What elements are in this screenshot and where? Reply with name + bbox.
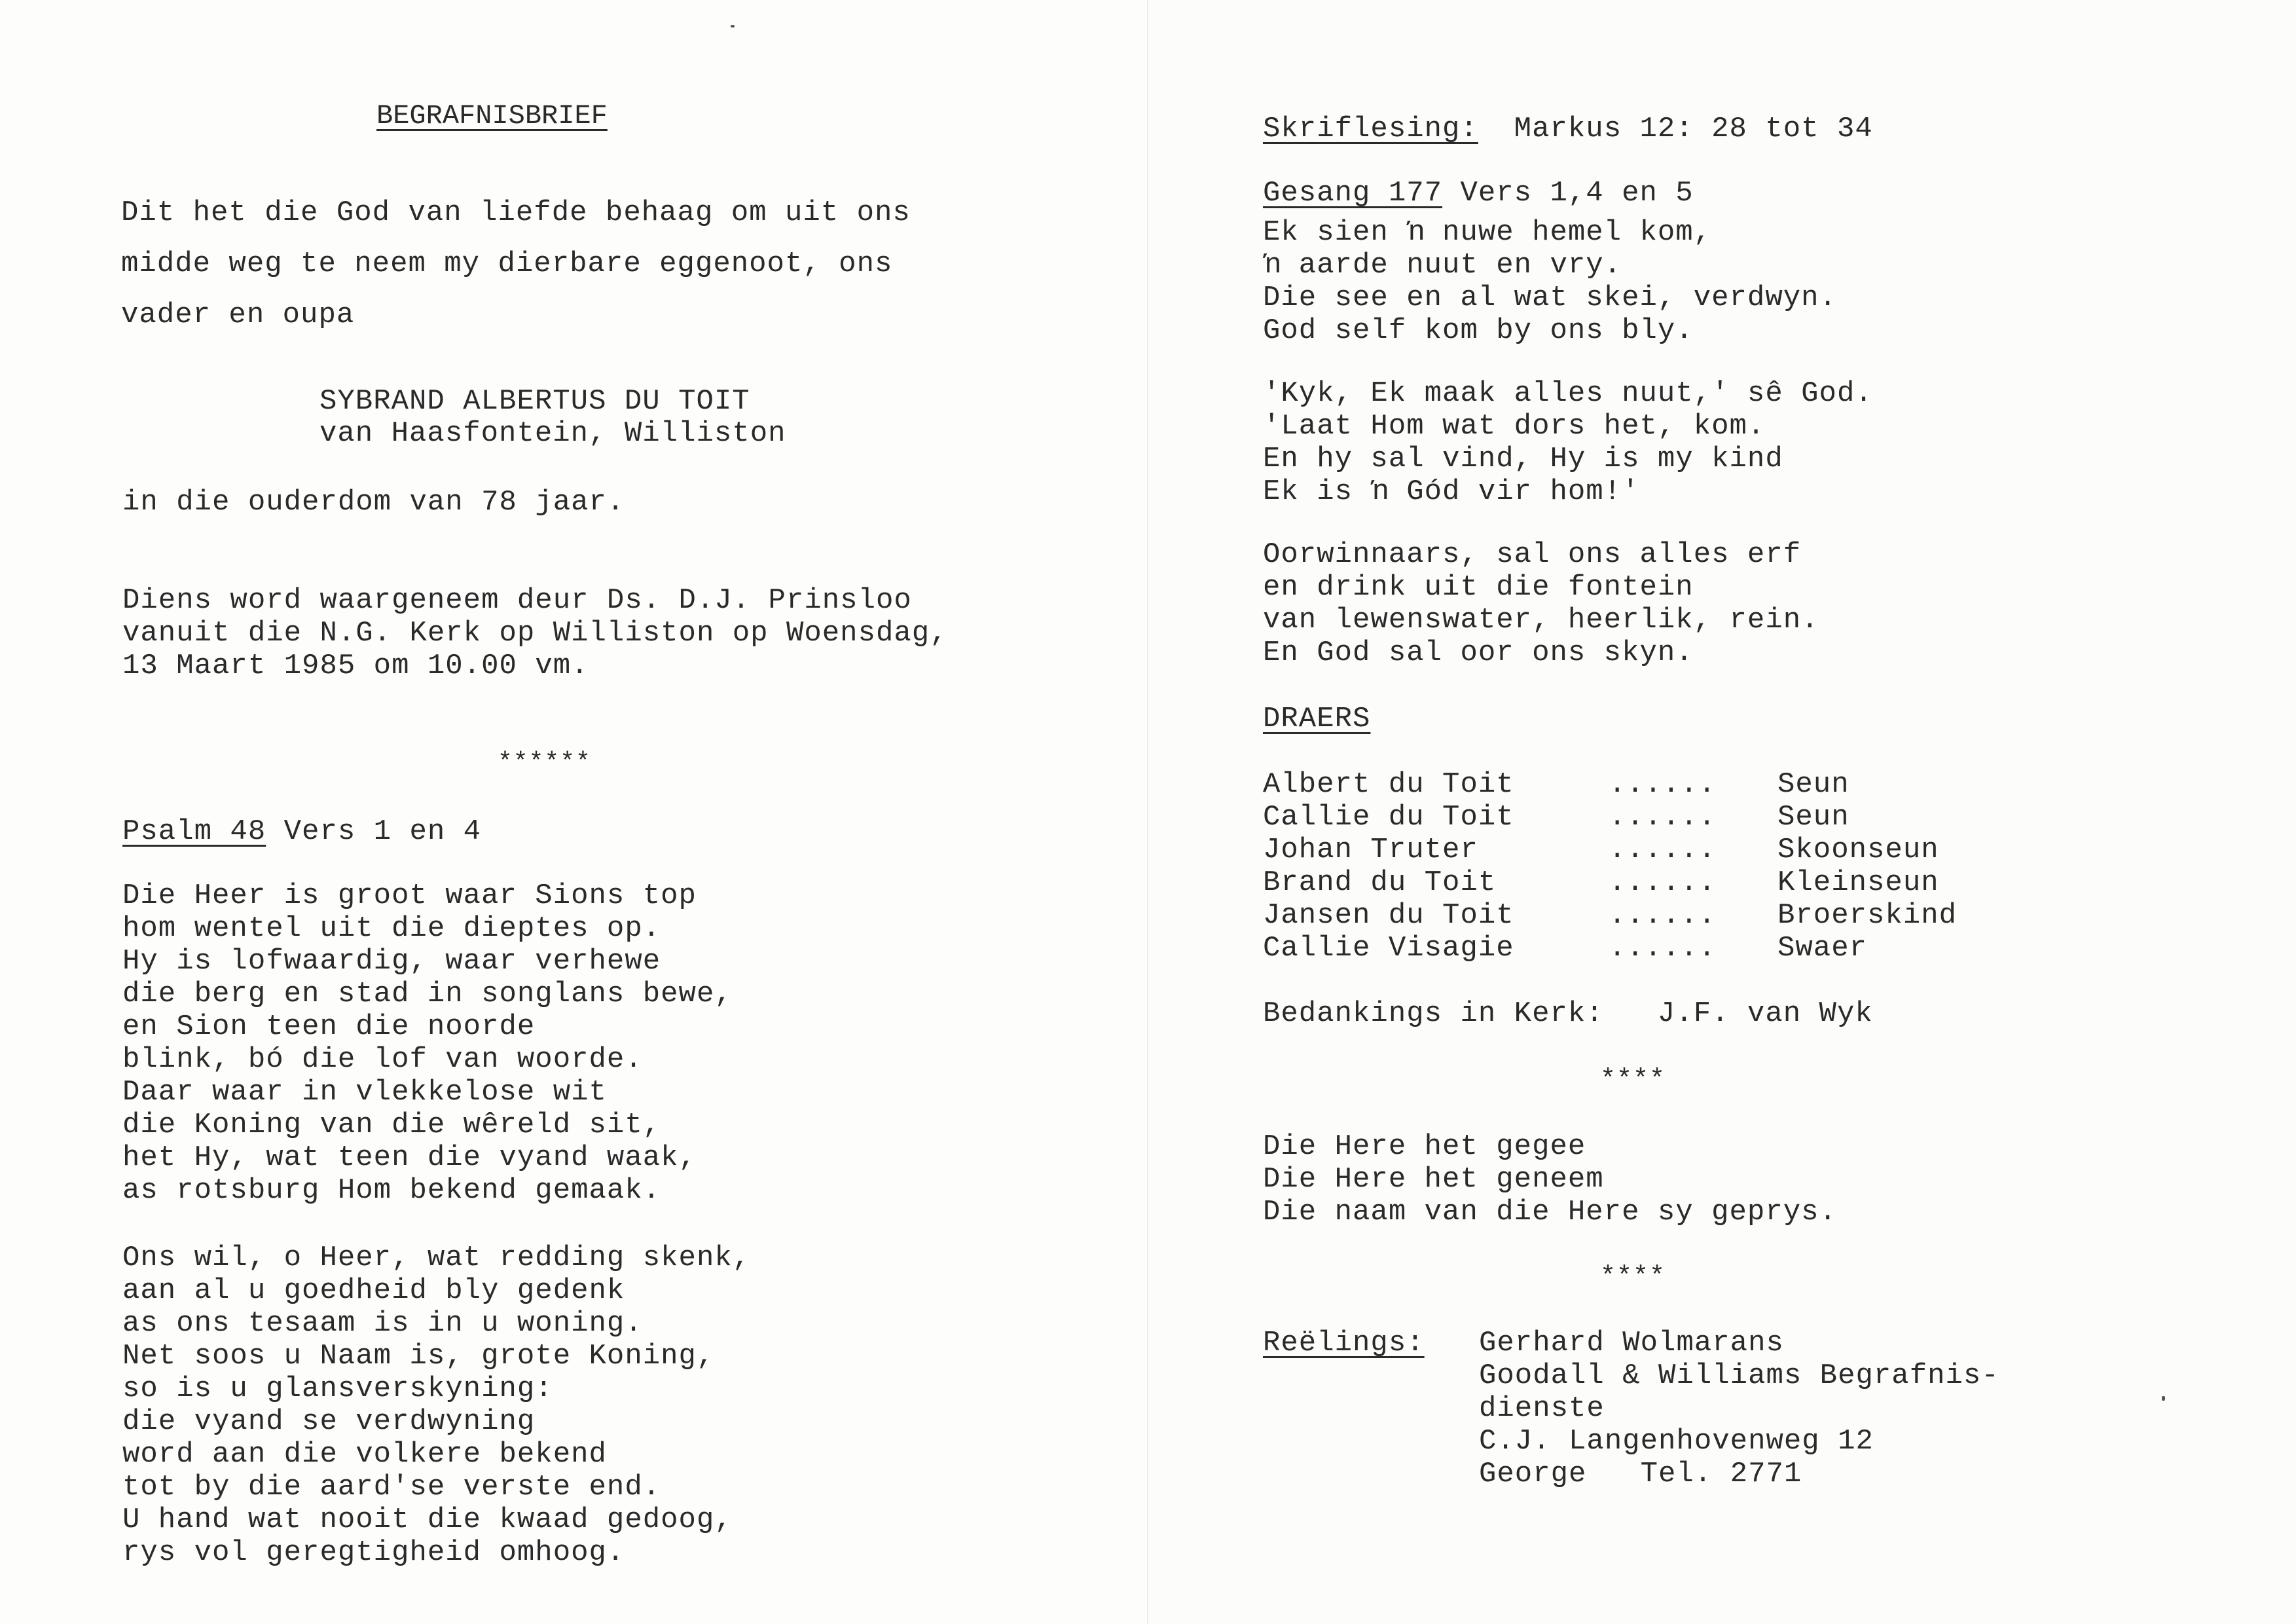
verse-line: Hy is lofwaardig, waar verhewe — [122, 945, 661, 978]
bearer-dots: ...... — [1609, 932, 1717, 965]
verse-line: van lewenswater, heerlik, rein. — [1263, 604, 1819, 637]
bearer-name: Jansen du Toit — [1263, 899, 1514, 932]
right-page — [1148, 0, 2296, 1624]
document-title: BEGRAFNISBRIEF — [376, 100, 608, 132]
psalm-heading: Psalm 48 — [122, 815, 266, 848]
verse-line: die berg en stad in songlans bewe, — [122, 978, 733, 1010]
verse-line: aan al u goedheid bly gedenk — [122, 1274, 625, 1307]
arrangements-line: George Tel. 2771 — [1479, 1458, 1802, 1490]
deceased-name: SYBRAND ALBERTUS DU TOIT — [319, 385, 750, 418]
psalm-stanza-1 — [122, 879, 733, 1207]
paper-speck — [731, 25, 735, 28]
age-line: in die ouderdom van 78 jaar. — [122, 486, 625, 519]
service-line: 13 Maart 1985 om 10.00 vm. — [122, 650, 589, 682]
separator: ****** — [498, 748, 591, 777]
hymn-heading: Gesang 177 — [1263, 177, 1443, 210]
closing-line: Die naam van die Here sy geprys. — [1263, 1196, 1837, 1228]
bearer-relation: Seun — [1777, 768, 1850, 801]
thanks-line: Bedankings in Kerk: J.F. van Wyk — [1263, 997, 1873, 1030]
psalm-stanza-2 — [122, 1242, 750, 1569]
verse-line: die vyand se verdwyning — [122, 1405, 536, 1438]
verse-line: Daar waar in vlekkelose wit — [122, 1076, 607, 1109]
intro-line: midde weg te neem my dierbare eggenoot, ons — [121, 248, 893, 280]
verse-line: blink, bó die lof van woorde. — [122, 1043, 643, 1076]
closing-line: Die Here het gegee — [1263, 1130, 1586, 1163]
intro-line: vader en oupa — [121, 299, 355, 331]
bearer-relation: Skoonseun — [1777, 834, 1939, 866]
arrangements-line: Gerhard Wolmarans — [1479, 1327, 1784, 1359]
verse-line: Die see en al wat skei, verdwyn. — [1263, 282, 1837, 314]
bearer-dots: ...... — [1609, 801, 1717, 834]
bearers-heading: DRAERS — [1263, 703, 1371, 735]
verse-line: En God sal oor ons skyn. — [1263, 637, 1694, 669]
bearer-name: Albert du Toit — [1263, 768, 1514, 801]
arrangements-line: C.J. Langenhovenweg 12 — [1479, 1425, 1874, 1458]
bearer-name: Callie Visagie — [1263, 932, 1514, 965]
separator: **** — [1600, 1065, 1666, 1095]
verse-line: ŉ aarde nuut en vry. — [1263, 249, 1622, 282]
verse-line: die Koning van die wêreld sit, — [122, 1109, 661, 1141]
service-line: Diens word waargeneem deur Ds. D.J. Prinsloo — [122, 584, 912, 617]
arrangements-label: Reëlings: — [1263, 1327, 1425, 1359]
verse-line: word aan die volkere bekend — [122, 1438, 607, 1471]
verse-line: tot by die aard'se verste end. — [122, 1471, 661, 1504]
paper-speck — [2162, 1396, 2165, 1401]
intro-line: Dit het die God van liefde behaag om uit ons — [121, 196, 911, 229]
verse-line: 'Laat Hom wat dors het, kom. — [1263, 410, 1766, 443]
verse-line: as rotsburg Hom bekend gemaak. — [122, 1174, 661, 1207]
separator: **** — [1600, 1263, 1666, 1292]
verse-line: Ons wil, o Heer, wat redding skenk, — [122, 1242, 751, 1274]
verse-line: en Sion teen die noorde — [122, 1010, 536, 1043]
verse-line: Net soos u Naam is, grote Koning, — [122, 1340, 715, 1373]
service-paragraph — [122, 584, 948, 682]
service-line: vanuit die N.G. Kerk op Williston op Woensdag, — [122, 617, 948, 650]
reading-ref: Markus 12: 28 tot 34 — [1514, 113, 1873, 145]
bearer-relation: Kleinseun — [1777, 866, 1939, 899]
intro-paragraph — [121, 187, 911, 341]
verse-line: Die Heer is groot waar Sions top — [122, 879, 697, 912]
psalm-verses: Vers 1 en 4 — [283, 815, 482, 848]
hymn-stanza-2 — [1263, 377, 1873, 508]
psalm-heading-row — [122, 815, 481, 848]
closing-lines — [1263, 1130, 1837, 1228]
verse-line: so is u glansverskyning: — [122, 1373, 553, 1405]
verse-line: En hy sal vind, Hy is my kind — [1263, 443, 1783, 475]
hymn-stanza-3 — [1263, 538, 1819, 669]
verse-line: God self kom by ons bly. — [1263, 314, 1694, 347]
verse-line: U hand wat nooit die kwaad gedoog, — [122, 1504, 733, 1536]
bearer-dots: ...... — [1609, 834, 1717, 866]
bearer-relation: Swaer — [1777, 932, 1868, 965]
arrangements-line: Goodall & Williams Begrafnis- — [1479, 1359, 1999, 1392]
verse-line: 'Kyk, Ek maak alles nuut,' sê God. — [1263, 377, 1873, 410]
arrangements-line: dienste — [1479, 1392, 1605, 1425]
bearer-relation: Seun — [1777, 801, 1850, 834]
hymn-heading-row — [1263, 177, 1694, 210]
verse-line: Ek is ŉ Gód vir hom!' — [1263, 475, 1640, 508]
reading-label: Skriflesing: — [1263, 113, 1478, 145]
reading-row — [1263, 113, 1873, 145]
hymn-verses: Vers 1,4 en 5 — [1460, 177, 1694, 210]
bearer-dots: ...... — [1609, 866, 1717, 899]
deceased-place: van Haasfontein, Williston — [319, 417, 786, 450]
closing-line: Die Here het geneem — [1263, 1163, 1604, 1196]
bearer-name: Brand du Toit — [1263, 866, 1497, 899]
bearer-name: Callie du Toit — [1263, 801, 1514, 834]
bearer-relation: Broerskind — [1777, 899, 1958, 932]
verse-line: Oorwinnaars, sal ons alles erf — [1263, 538, 1802, 571]
verse-line: het Hy, wat teen die vyand waak, — [122, 1141, 697, 1174]
arrangements-block — [1479, 1327, 1999, 1490]
bearer-dots: ...... — [1609, 899, 1717, 932]
bearer-dots: ...... — [1609, 768, 1717, 801]
verse-line: rys vol geregtigheid omhoog. — [122, 1536, 625, 1569]
verse-line: hom wentel uit die dieptes op. — [122, 912, 661, 945]
verse-line: as ons tesaam is in u woning. — [122, 1307, 643, 1340]
verse-line: Ek sien ŉ nuwe hemel kom, — [1263, 216, 1712, 249]
verse-line: en drink uit die fontein — [1263, 571, 1694, 604]
hymn-stanza-1 — [1263, 216, 1837, 347]
bearer-name: Johan Truter — [1263, 834, 1478, 866]
